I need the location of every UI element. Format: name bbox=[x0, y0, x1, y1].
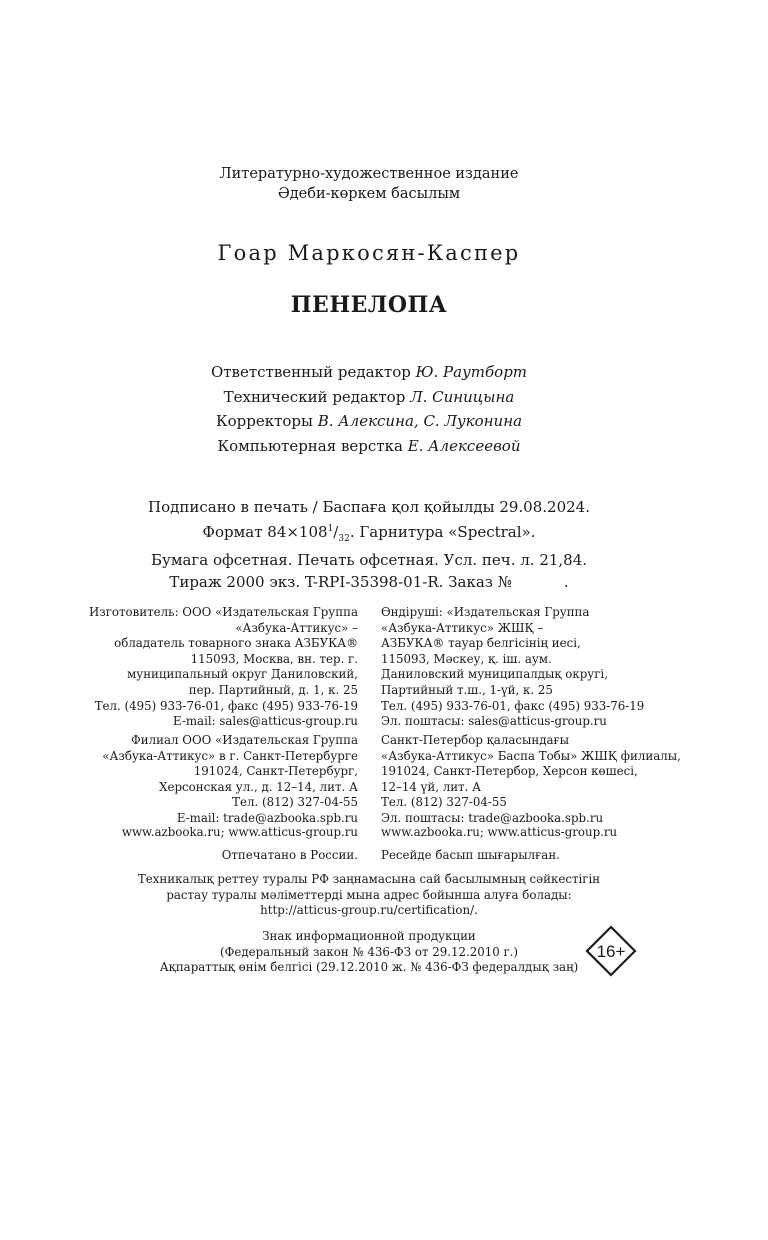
info-sign-line: Ақпараттық өнім белгісі (29.12.2010 ж. № 436-ФЗ федералдық заң) bbox=[159, 960, 579, 975]
manufacturer-ru-line: пер. Партийный, д. 1, к. 25 bbox=[188, 682, 358, 697]
tech-regulation-line: растау туралы мәліметтерді мына адрес бойынша алуға болады: bbox=[166, 887, 572, 902]
format-suffix: . Гарнитура «Spectral». bbox=[349, 522, 536, 541]
genre-ru: Литературно-художественное издание bbox=[219, 166, 519, 182]
credit-role: Компьютерная верстка bbox=[217, 436, 403, 455]
manufacturer-ru-line: «Азбука-Аттикус» – bbox=[235, 620, 358, 635]
credit-name: Е. Алексеевой bbox=[407, 436, 521, 455]
branch-kz-line: Тел. (812) 327-04-55 bbox=[381, 795, 507, 810]
credit-line bbox=[0, 360, 738, 385]
branch-kz bbox=[381, 733, 681, 827]
branch-kz-line: «Азбука-Аттикус» Баспа Тобы» ЖШҚ филиалы, bbox=[381, 748, 681, 763]
tech-regulation bbox=[0, 872, 738, 919]
manufacturer-kz-line: Өндіруші: «Издательская Группа bbox=[381, 605, 590, 619]
branch-ru-line: «Азбука-Аттикус» в г. Санкт-Петербурге bbox=[102, 748, 358, 763]
branch-ru-line: Тел. (812) 327-04-55 bbox=[232, 795, 358, 810]
format-line: Формат $84\times 108^1/_{32}$. Гарнитура «Spectral». bbox=[202, 522, 536, 544]
branch-ru-email: E-mail: trade@azbooka.spb.ru bbox=[176, 810, 358, 825]
manufacturer-kz-line: АЗБУКА® тауар белгісінің иесі, bbox=[381, 636, 581, 651]
branch-kz-email: Эл. поштасы: trade@azbooka.spb.ru bbox=[381, 810, 604, 825]
branch-kz-line: 191024, Санкт-Петербор, Херсон көшесі, bbox=[381, 764, 638, 779]
format-numerator: 1 bbox=[327, 523, 334, 534]
print-run-line bbox=[0, 572, 738, 594]
manufacturer-kz-line: 115093, Мәскеу, қ. іш. аум. bbox=[381, 651, 552, 666]
manufacturer-kz-email: Эл. поштасы: sales@atticus-group.ru bbox=[381, 714, 607, 729]
branch-ru-line: Филиал ООО «Издательская Группа bbox=[131, 733, 358, 747]
manufacturer-ru-line: муниципальный округ Даниловский, bbox=[127, 667, 358, 682]
age-rating-diamond-icon bbox=[585, 925, 637, 977]
age-rating-badge bbox=[585, 925, 637, 977]
credit-role: Ответственный редактор bbox=[210, 363, 411, 381]
branch-ru-line: Херсонская ул., д. 12–14, лит. А bbox=[159, 779, 358, 794]
manufacturer-ru-line: 115093, Москва, вн. тер. г. bbox=[190, 651, 358, 666]
credit-line bbox=[0, 434, 738, 459]
manufacturer-ru-email: E-mail: sales@atticus-group.ru bbox=[173, 714, 358, 729]
age-rating-text: 16+ bbox=[596, 942, 626, 961]
info-sign-line: (Федеральный закон № 436-ФЗ от 29.12.2010 г.) bbox=[219, 944, 519, 959]
manufacturer-ru-line: Изготовитель: ООО «Издательская Группа bbox=[89, 605, 358, 619]
manufacturer-kz-line: Тел. (495) 933-76-01, факс (495) 933-76-19 bbox=[381, 698, 645, 713]
format-prefix: Формат 84×108 bbox=[202, 522, 328, 541]
print-run: Тираж 2000 экз. T-RPI-35398-01-R. Заказ № bbox=[169, 572, 512, 591]
credit-role: Корректоры bbox=[215, 412, 313, 430]
manufacturer-kz-line: Партийный т.ш., 1-үй, к. 25 bbox=[381, 682, 553, 697]
printed-in-russia: Отпечатано в России. bbox=[221, 848, 358, 862]
book-title: ПЕНЕЛОПА bbox=[290, 292, 448, 318]
websites-kz: www.azbooka.ru; www.atticus-group.ru bbox=[381, 825, 618, 839]
format-denominator: 32 bbox=[338, 533, 350, 544]
websites-ru: www.azbooka.ru; www.atticus-group.ru bbox=[121, 825, 358, 839]
credit-name: Л. Синицына bbox=[410, 387, 515, 406]
credit-role: Технический редактор bbox=[223, 387, 406, 406]
paper-line: Бумага офсетная. Печать офсетная. Усл. печ. л. 21,84. bbox=[150, 551, 588, 569]
genre-kz: Әдеби-көркем басылым bbox=[277, 186, 461, 202]
credit-line bbox=[0, 385, 738, 410]
manufacturer-kz bbox=[381, 605, 681, 730]
branch-ru-line: 191024, Санкт-Петербург, bbox=[193, 764, 358, 779]
branch-kz-line: Санкт-Петербор қаласындағы bbox=[381, 733, 570, 747]
branch-kz-line: 12–14 үй, лит. А bbox=[381, 779, 482, 794]
tech-regulation-line: Техникалық реттеу туралы РФ заңнамасына сай басылымның сәйкестігін bbox=[137, 872, 601, 886]
credit-name: Ю. Раутборт bbox=[415, 363, 528, 381]
certification-link: http://atticus-group.ru/certification/. bbox=[260, 903, 478, 918]
genre-block bbox=[0, 164, 738, 204]
credits-block bbox=[0, 360, 738, 458]
info-sign-line: Знак информационной продукции bbox=[262, 929, 476, 943]
manufacturer-ru-line: Тел. (495) 933-76-01, факс (495) 933-76-19 bbox=[94, 698, 358, 713]
credit-line bbox=[0, 409, 738, 434]
manufacturer-ru-line: обладатель товарного знака АЗБУКА® bbox=[114, 636, 358, 651]
manufacturer-kz-line: Даниловский муниципалдық округі, bbox=[381, 667, 608, 682]
printed-in-russia-kz: Ресейде басып шығарылған. bbox=[381, 848, 560, 862]
branch-ru bbox=[0, 733, 358, 827]
signed-date: Подписано в печать / Баспаға қол қойылды 29.08.2024. bbox=[148, 498, 590, 516]
credit-name: В. Алексина, С. Луконина bbox=[317, 412, 523, 430]
manufacturer-kz-line: «Азбука-Аттикус» ЖШҚ – bbox=[381, 620, 544, 635]
imprint-block bbox=[0, 497, 738, 593]
manufacturer-ru bbox=[0, 605, 358, 730]
print-run-end: . bbox=[563, 572, 569, 591]
author-name: Гоар Маркосян-Каспер bbox=[217, 241, 521, 265]
